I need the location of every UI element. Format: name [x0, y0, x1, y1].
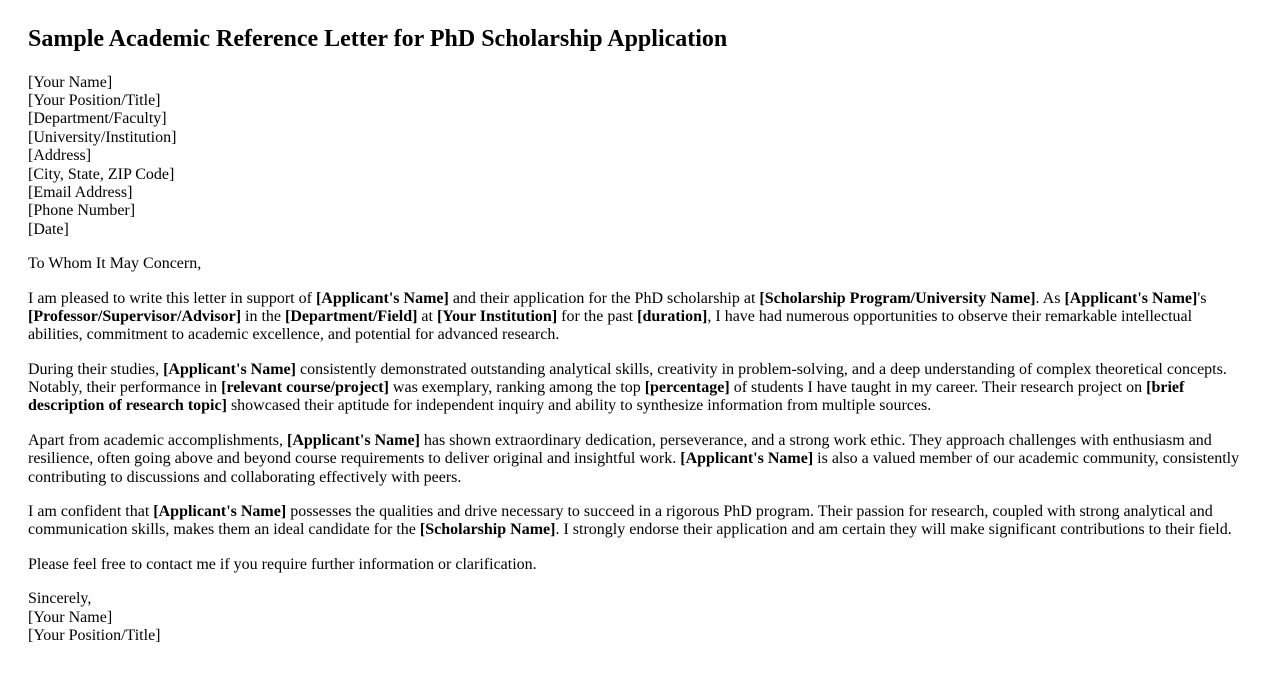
body-paragraph-1: I am pleased to write this letter in support of [Applicant's Name] and their application for the PhD scholarship at [Scholarship Program/University Name]. As [Applicant's Name]'s [Professor/Supervisor/Advisor] in the [Department/Field] at [Your Institution] for the past [duration], I have had numerous opportunities to observe their remarkable intellectual abilities, commitment to academic excellence, and potential for advanced research.	[28, 289, 1207, 344]
page-title: Sample Academic Reference Letter for PhD Scholarship Application	[28, 26, 728, 52]
body-paragraph-4: I am confident that [Applicant's Name] possesses the qualities and drive necessary to succeed in a rigorous PhD program. Their passion for research, coupled with strong analytical and communication skills, makes them an ideal candidate for the [Scholarship Name]. I strongly endorse their application and am certain they will make significant contributions to their field.	[28, 503, 1232, 539]
salutation: To Whom It May Concern,	[28, 255, 202, 273]
body-paragraph-5: Please feel free to contact me if you require further information or clarification.	[28, 555, 537, 573]
signature-block: Sincerely, [Your Name] [Your Position/Title]	[28, 590, 161, 644]
sender-info-block: [Your Name] [Your Position/Title] [Department/Faculty] [University/Institution] [Address] [City, State, ZIP Code] [Email Address] [Phone Number] [Date]	[28, 73, 177, 238]
body-paragraph-2: During their studies, [Applicant's Name] consistently demonstrated outstanding analytical skills, creativity in problem-solving, and a deep understanding of complex theoretical concepts. Notably, their performance in [relevant course/project] was exemplary, ranking among the top [percentage] of students I have taught in my career. Their research project on [brief description of research topic] showcased their aptitude for independent inquiry and ability to synthesize information from multiple sources.	[28, 360, 1227, 415]
body-paragraph-3: Apart from academic accomplishments, [Applicant's Name] has shown extraordinary dedication, perseverance, and a strong work ethic. They approach challenges with enthusiasm and resilience, often going above and beyond course requirements to deliver original and insightful work. [Applicant's Name] is also a valued member of our academic community, consistently contributing to discussions and collaborating effectively with peers.	[28, 431, 1240, 486]
